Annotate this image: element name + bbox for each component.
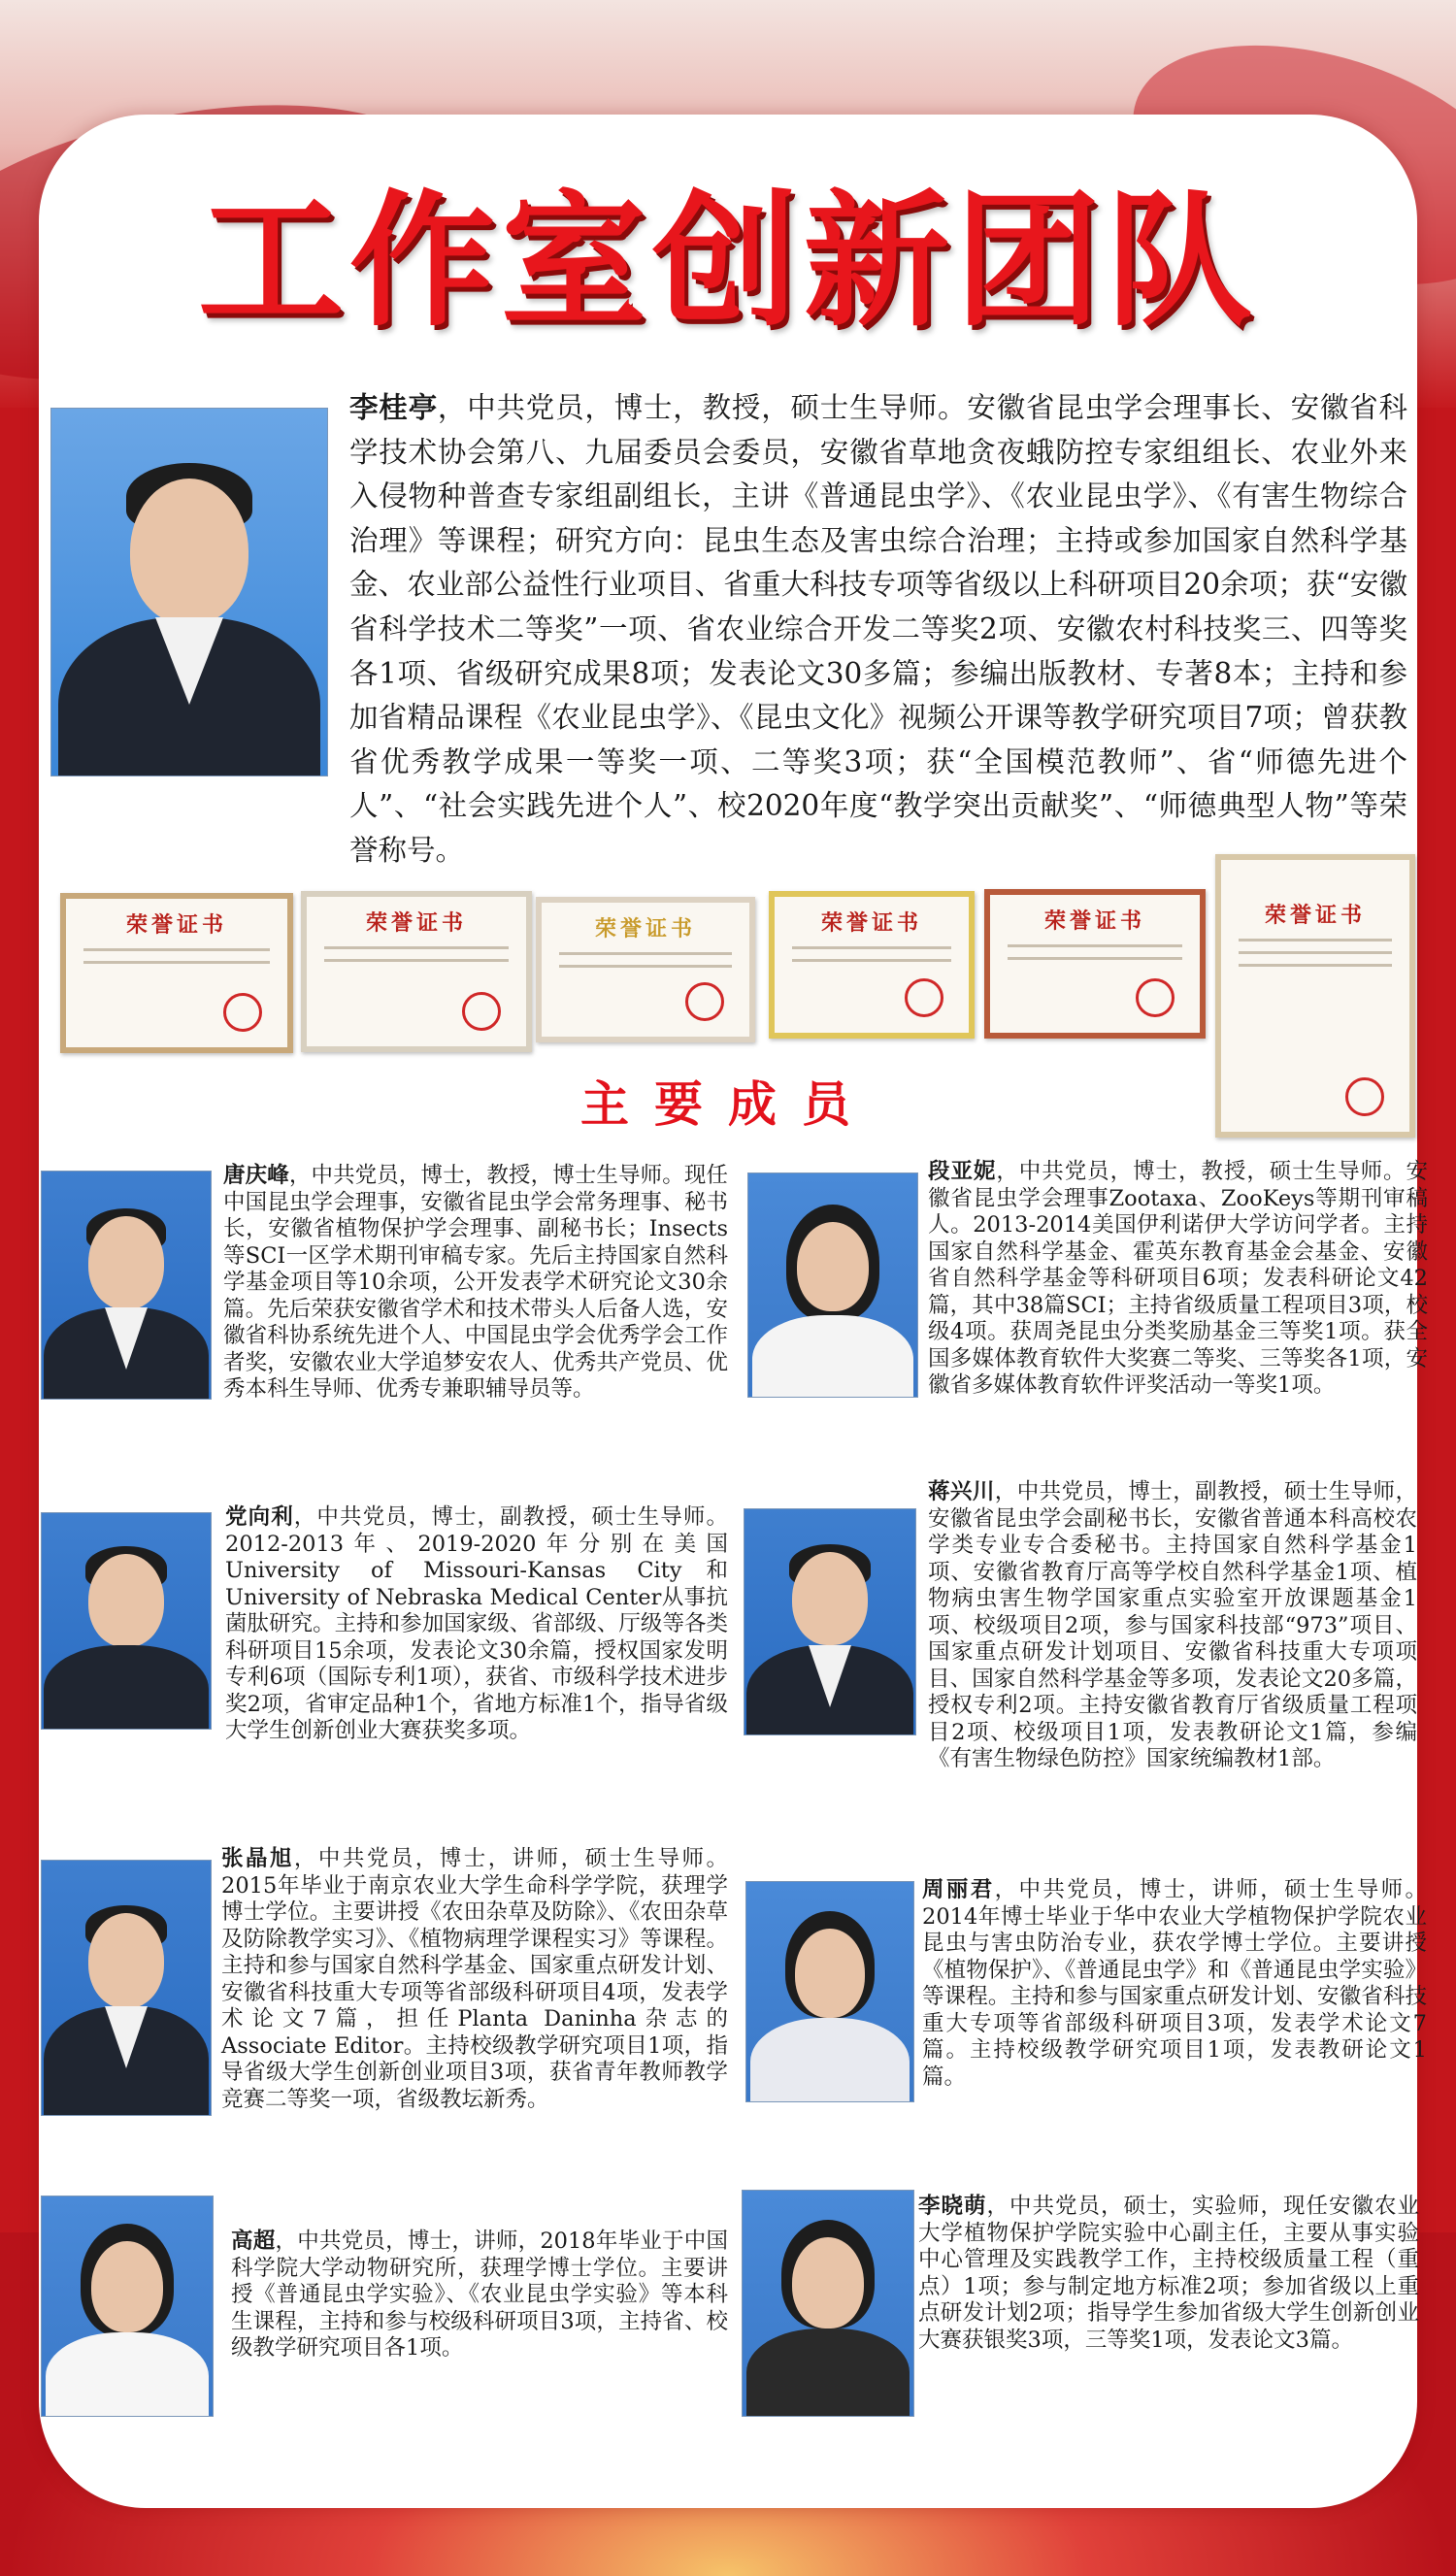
member-bio-6	[922, 1877, 1427, 2091]
page-title: 工作室创新团队	[197, 178, 1258, 347]
member-description: ，中共党员，博士，教授，硕士生导师。安徽省昆虫学会理事Zootaxa、ZooKeys等期刊审稿人。2013-2014美国伊利诺伊大学访问学者。主持国家自然科学基金、霍英东教育基金会基金、安徽省自然科学基金等科研项目6项；发表科研论文42篇，其中38篇SCI；主持省级质量工程项目3项，校级4项。获周尧昆虫分类奖励基金三等奖1项。获全国多媒体教育软件大奖赛二等奖、三等奖各1项，安徽省多媒体教育软件评奖活动一等奖1项。	[928, 1159, 1428, 1398]
member-photo-2	[747, 1172, 918, 1398]
member-description: ，中共党员，硕士，实验师，现任安徽农业大学植物保护学院实验中心副主任，主要从事实验中心管理及实践教学工作，主持校级质量工程（重点）1项；参与制定地方标准2项；参加省级以上重点研发计划2项；指导学生参加省级大学生创新创业大赛获银奖3项，三等奖1项，发表论文3篇。	[918, 2194, 1419, 2353]
leader-bio	[349, 386, 1407, 874]
leader-photo	[50, 408, 328, 776]
member-photo-4	[744, 1508, 916, 1735]
seal-icon	[1136, 978, 1175, 1017]
certificate-3	[536, 897, 755, 1042]
member-description: ，中共党员，博士，讲师，2018年毕业于中国科学院大学动物研究所，获理学博士学位。主要讲授《普通昆虫学实验》、《农业昆虫学实验》等本科生课程，主持和参与校级科研项目3项，主持省、校级教学研究项目各1项。	[231, 2229, 728, 2361]
member-bio-8	[918, 2194, 1419, 2354]
seal-icon	[223, 993, 262, 1032]
member-description: ，中共党员，博士，讲师，硕士生导师。2015年毕业于南京农业大学生命科学学院，获理学博士学位。主要讲授《农田杂草及防除》、《农田杂草及防除教学实习》、《植物病理学课程实习》等课程。主持和参与国家自然科学基金、国家重点研发计划、安徽省科技重大专项等省部级科研项目4项，发表学术论文7篇，担任Planta Daninha杂志的Associate Editor。主持校级教学研究项目1项，指导省级大学生创新创业项目3项，获省青年教师教学竞赛二等奖一项，省级教坛新秀。	[221, 1846, 728, 2112]
certificate-4	[769, 891, 975, 1039]
member-bio-5	[221, 1846, 728, 2113]
member-name: 李晓萌	[918, 2194, 987, 2219]
member-name: 唐庆峰	[223, 1163, 289, 1188]
member-name: 蒋兴川	[928, 1479, 995, 1504]
certificate-title: 荣誉证书	[1264, 904, 1366, 928]
member-photo-7	[41, 2196, 214, 2417]
member-name: 周丽君	[922, 1877, 995, 1902]
member-description: ，中共党员，博士，副教授，硕士生导师。2012-2013年、2019-2020年分别在美国University of Missouri-Kansas City和University of Nebraska Medical Center从事抗菌肽研究。主持和参加国家级、省部级、厅级等各类科研项目15余项，发表论文30余篇，授权国家发明专利6项（国际专利1项），获省、市级科学技术进步奖2项，省审定品种1个，省地方标准1个，指导省级大学生创新创业大赛获奖多项。	[225, 1504, 728, 1743]
member-bio-7	[231, 2229, 728, 2362]
certificate-2	[301, 891, 532, 1052]
certificate-title: 荣誉证书	[820, 911, 922, 936]
member-photo-1	[41, 1171, 212, 1400]
seal-icon	[905, 978, 943, 1017]
seal-icon	[462, 992, 501, 1031]
member-photo-6	[745, 1881, 914, 2102]
certificate-title: 荣誉证书	[594, 917, 696, 941]
member-bio-3	[225, 1504, 728, 1745]
member-bio-2	[928, 1159, 1428, 1400]
leader-description: ，中共党员，博士，教授，硕士生导师。安徽省昆虫学会理事长、安徽省科学技术协会第八、九届委员会委员，安徽省草地贪夜蛾防控专家组组长、农业外来入侵物种普查专家组副组长，主讲《普通昆虫学》、《农业昆虫学》、《有害生物综合治理》等课程；研究方向：昆虫生态及害虫综合治理；主持或参加国家自然科学基金、农业部公益性行业项目、省重大科技专项等省级以上科研项目20余项；获“安徽省科学技术二等奖”一项、省农业综合开发二等奖2项、安徽农村科技奖三、四等奖各1项、省级研究成果8项；发表论文30多篇；参编出版教材、专著8本；主持和参加省精品课程《农业昆虫学》、《昆虫文化》视频公开课等教学研究项目7项；曾获教省优秀教学成果一等奖一项、二等奖3项；获“全国模范教师”、省“师德先进个人”、“社会实践先进个人”、校2020年度“教学突出贡献奖”、“师德典型人物”等荣誉称号。	[349, 391, 1407, 867]
member-bio-4	[928, 1479, 1417, 1773]
member-name: 党向利	[225, 1504, 294, 1530]
member-photo-3	[41, 1512, 212, 1730]
certificate-5	[984, 889, 1206, 1039]
certificate-title: 荣誉证书	[125, 913, 227, 938]
certificate-1	[60, 893, 293, 1053]
member-bio-1	[223, 1163, 728, 1404]
member-name: 段亚妮	[928, 1159, 997, 1184]
member-photo-8	[742, 2190, 914, 2417]
member-photo-5	[41, 1860, 212, 2116]
certificate-title: 荣誉证书	[1043, 909, 1145, 934]
leader-name: 李桂亭	[349, 391, 438, 424]
section-title-members: 主要成员	[580, 1076, 876, 1133]
member-description: ，中共党员，博士，讲师，硕士生导师。2014年博士毕业于华中农业大学植物保护学院农业昆虫与害虫防治专业，获农学博士学位。主要讲授《植物保护》、《普通昆虫学》和《普通昆虫学实验》等课程。主持和参与国家重点研发计划、安徽省科技重大专项等省部级科研项目3项，发表学术论文7篇。主持校级教学研究项目1项，发表教研论文1篇。	[922, 1877, 1427, 2090]
member-name: 张晶旭	[221, 1846, 294, 1871]
member-name: 高超	[231, 2229, 276, 2254]
certificate-title: 荣誉证书	[365, 911, 467, 936]
member-description: ，中共党员，博士，副教授，硕士生导师，安徽省昆虫学会副秘书长，安徽省普通本科高校农学类专业专合委秘书。主持国家自然科学基金1项、安徽省教育厅高等学校自然科学基金1项、植物病虫害生物学国家重点实验室开放课题基金1项、校级项目2项，参与国家科技部“973”项目、国家重点研发计划项目、安徽省科技重大专项项目、国家自然科学基金等多项，发表论文20多篇，授权专利2项。主持安徽省教育厅省级质量工程项目2项、校级项目1项，发表教研论文1篇，参编《有害生物绿色防控》国家统编教材1部。	[928, 1479, 1417, 1771]
seal-icon	[685, 982, 724, 1021]
member-description: ，中共党员，博士，教授，博士生导师。现任中国昆虫学会理事，安徽省昆虫学会常务理事、秘书长，安徽省植物保护学会理事、副秘书长；Insects等SCI一区学术期刊审稿专家。先后主持国家自然科学基金项目等10余项，公开发表学术研究论文30余篇。先后荣获安徽省学术和技术带头人后备人选，安徽省科协系统先进个人、中国昆虫学会优秀学会工作者奖，安徽农业大学追梦安农人、优秀共产党员、优秀本科生导师、优秀专兼职辅导员等。	[223, 1163, 728, 1402]
